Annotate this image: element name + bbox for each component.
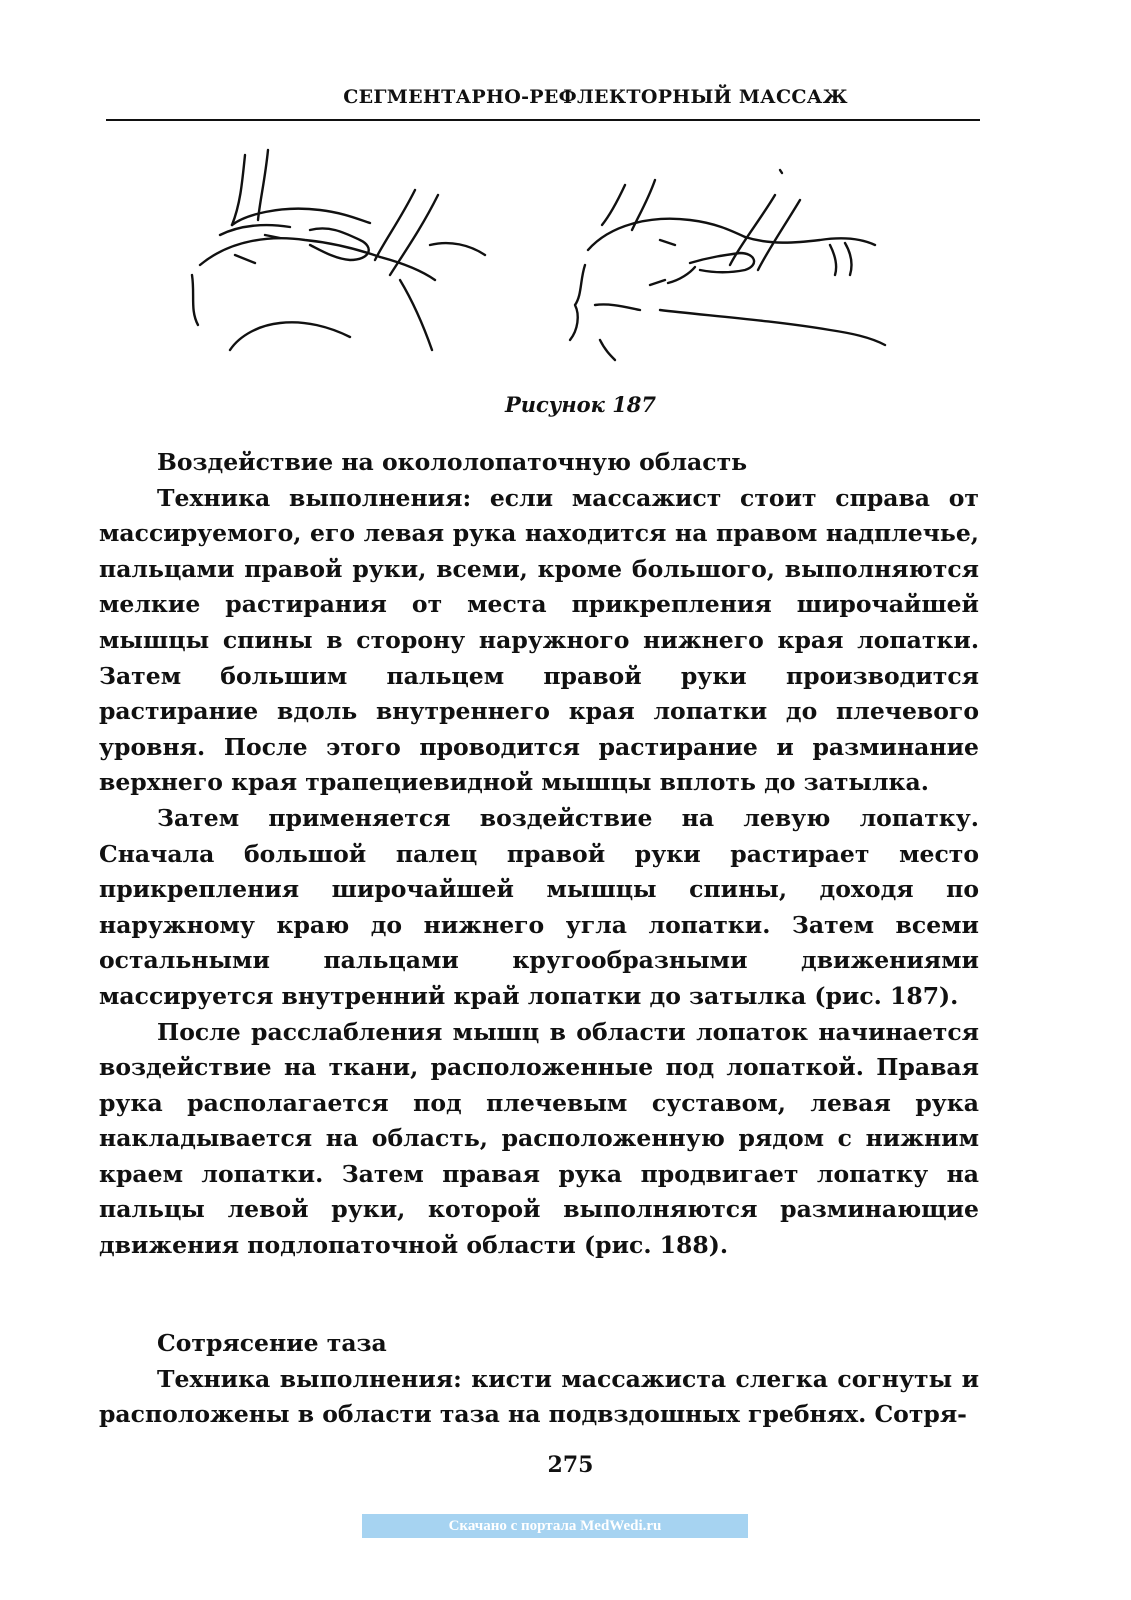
- section-periscapular: [99, 445, 979, 1264]
- paragraph: Затем применяется воздействие на левую лопатку. Сначала большой палец правой руки растирает место прикрепления широчайшей мышцы спины, доходя по наружному краю до нижнего угла лопатки. Затем всеми остальными пальцами кругообразными движениями массируется внутренний край лопатки до затылка (рис. 187).: [99, 803, 979, 1010]
- left-massage-drawing: [192, 150, 485, 350]
- page-number: 275: [547, 1452, 594, 1478]
- section-heading: Воздействие на окололопаточную область: [157, 448, 748, 476]
- paragraph: После расслабления мышц в области лопаток начинается воздействие на ткани, расположенные под лопаткой. Правая рука располагается под плечевым суставом, левая рука накладывается на область, расположенную рядом с нижним краем лопатки. Затем правая рука продвигает лопатку на пальцы левой руки, которой выполняются разминающие движения подлопаточной области (рис. 188).: [99, 1017, 979, 1260]
- figure-caption: Рисунок 187: [504, 392, 657, 417]
- paragraph: Техника выполнения: если массажист стоит справа от массируемого, его левая рука находится на правом надплечье, пальцами правой руки, всеми, кроме большого, выполняются мелкие растирания от места прикрепления широчайшей мышцы спины в сторону наружного нижнего края лопатки. Затем большим пальцем правой руки производится растирание вдоль внутреннего края лопатки до плечевого уровня. После этого проводится растирание и разминание верхнего края трапециевидной мышцы вплоть до затылка.: [99, 483, 979, 797]
- running-title: СЕГМЕНТАРНО-РЕФЛЕКТОРНЫЙ МАССАЖ: [343, 86, 848, 108]
- right-massage-drawing: [570, 170, 885, 360]
- section-pelvis-shaking: [99, 1326, 979, 1433]
- paragraph: Техника выполнения: кисти массажиста слегка согнуты и расположены в области таза на подвздошных гребнях. Сотря-: [99, 1364, 979, 1429]
- watermark-banner: Скачано с портала MedWedi.ru: [362, 1514, 748, 1538]
- section-heading: Сотрясение таза: [157, 1329, 387, 1357]
- massage-illustration: [170, 145, 930, 375]
- header-rule: [106, 119, 980, 121]
